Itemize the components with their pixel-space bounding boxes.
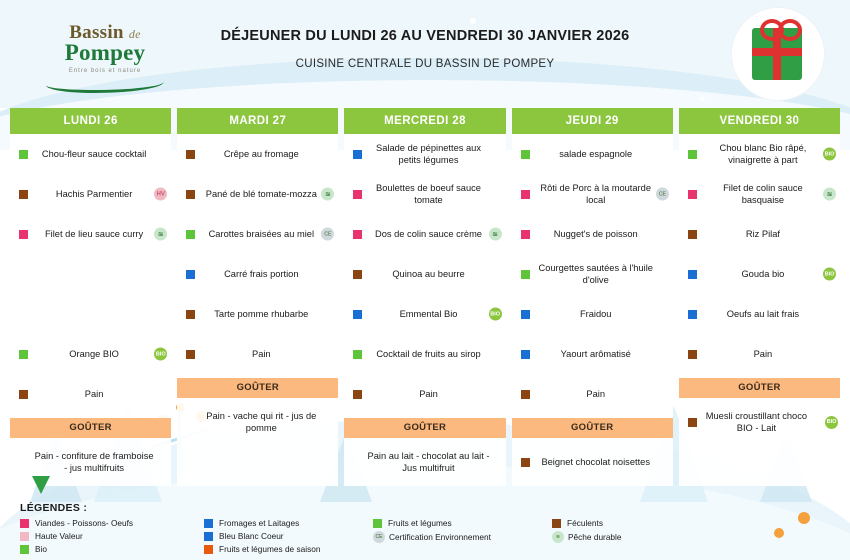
menu-item-label: Chou-fleur sauce cocktail — [41, 149, 147, 159]
legend-item-label: Pêche durable — [568, 532, 622, 542]
menu-item-row — [512, 174, 673, 214]
category-color-square — [521, 230, 530, 239]
menu-items — [10, 134, 171, 414]
menu-item-row — [10, 374, 171, 414]
category-color-square — [186, 270, 195, 279]
menu-item-row — [679, 294, 840, 334]
menu-item-row — [512, 254, 673, 294]
gift-ribbon-horizontal — [752, 48, 802, 56]
menu-column — [177, 108, 338, 486]
category-color-square — [186, 190, 195, 199]
menu-grid — [0, 108, 850, 486]
menu-item-row — [10, 134, 171, 174]
menu-item-row — [679, 174, 840, 214]
menu-item-label: Gouda bio — [741, 269, 785, 279]
menu-item-label: Pain — [252, 349, 271, 359]
legend-column — [373, 518, 548, 554]
menu-column — [10, 108, 171, 486]
logo-word-bassin: Bassin — [69, 22, 124, 43]
menu-item-label: Rôti de Porc à la moutarde local — [540, 183, 651, 205]
menu-item-row — [679, 334, 840, 374]
category-color-square — [521, 190, 530, 199]
category-color-square — [353, 150, 362, 159]
menu-item-row — [177, 294, 338, 334]
menu-item-label: Carré frais portion — [224, 269, 299, 279]
bio-badge-icon: BIO — [154, 348, 167, 361]
category-color-square — [186, 310, 195, 319]
legend-color-square — [373, 519, 382, 528]
menu-item-label: Emmental Bio — [399, 309, 458, 319]
menu-item-label: Pain — [84, 389, 104, 399]
page-header — [0, 0, 850, 108]
category-color-square — [521, 350, 530, 359]
menu-item-row — [177, 334, 338, 374]
menu-item-row — [512, 134, 673, 174]
gouter-item-row — [177, 398, 338, 446]
gouter-item-label: Pain - confiture de framboise - jus multifruits — [34, 451, 154, 473]
menu-item-label: Nugget's de poisson — [553, 229, 638, 239]
menu-item-row — [10, 214, 171, 254]
pd-badge-icon: ≋ — [823, 188, 836, 201]
cert-badge-icon: CE — [656, 188, 669, 201]
legend-item — [552, 531, 712, 543]
menu-item-row — [679, 134, 840, 174]
gouter-item-row — [512, 438, 673, 486]
logo-word-pompey: Pompey — [64, 40, 146, 65]
category-color-square — [19, 270, 28, 279]
menu-item-row — [679, 214, 840, 254]
menu-item-row — [10, 174, 171, 214]
menu-item-label: Orange BIO — [69, 349, 119, 359]
category-color-square — [353, 310, 362, 319]
pd-badge-icon: ≋ — [154, 228, 167, 241]
category-color-square — [353, 390, 362, 399]
category-color-square — [688, 190, 697, 199]
gouter-item-label: Beignet chocolat noisettes — [541, 457, 650, 467]
menu-item-label: Cocktail de fruits au sirop — [376, 349, 481, 359]
logo-tagline: Entre bois et nature — [68, 68, 142, 74]
menu-item-label: Yaourt arômatisé — [560, 349, 631, 359]
day-header: LUNDI 26 — [10, 108, 171, 134]
pd-badge-icon: ≋ — [489, 228, 502, 241]
category-color-square — [353, 350, 362, 359]
menu-item-label: Courgettes sautées à l'huile d'olive — [538, 263, 653, 285]
category-color-square — [19, 310, 28, 319]
day-header: MARDI 27 — [177, 108, 338, 134]
legend-item — [552, 518, 712, 528]
menu-column — [679, 108, 840, 486]
menu-item-label: Pain — [586, 389, 606, 399]
menu-item-label: Hachis Parmentier — [55, 189, 133, 199]
category-color-square — [19, 150, 28, 159]
legend-badge-icon: CE — [373, 531, 385, 543]
gouter-item-row — [679, 398, 840, 446]
menu-item-label: Chou blanc Bio râpé, vinaigrette à part — [719, 143, 807, 165]
menu-item-label: salade espagnole — [559, 149, 633, 159]
menu-item-row — [177, 214, 338, 254]
day-header: VENDREDI 30 — [679, 108, 840, 134]
leaf-icon — [32, 476, 50, 494]
menu-item-row — [10, 254, 171, 294]
legend-column — [20, 518, 200, 554]
menu-item-row — [177, 254, 338, 294]
legend-color-square — [20, 532, 29, 541]
logo-swoosh — [46, 74, 164, 93]
menu-item-row — [344, 174, 505, 214]
gouter-item-row — [344, 438, 505, 486]
gouter-header: GOÛTER — [679, 378, 840, 398]
menu-item-row — [512, 334, 673, 374]
menu-item-row — [177, 134, 338, 174]
menu-item-label: Filet de colin sauce basquaise — [723, 183, 803, 205]
legend-item — [373, 531, 548, 543]
legend-color-square — [20, 545, 29, 554]
category-color-square — [353, 458, 362, 467]
legend-item — [204, 544, 369, 554]
menu-item-row — [344, 254, 505, 294]
category-color-square — [688, 230, 697, 239]
header-titles — [0, 28, 850, 70]
legend-item — [20, 518, 200, 528]
cert-badge-icon: CE — [321, 228, 334, 241]
category-color-square — [521, 270, 530, 279]
day-header: MERCREDI 28 — [344, 108, 505, 134]
bio-badge-icon: BIO — [823, 268, 836, 281]
gouter-header: GOÛTER — [177, 378, 338, 398]
menu-item-row — [10, 334, 171, 374]
legend-item-label: Fruits et légumes — [388, 518, 452, 528]
page-subtitle: CUISINE CENTRALE DU BASSIN DE POMPEY — [295, 58, 555, 70]
legend-title: LÉGENDES : — [20, 502, 88, 514]
menu-item-label: Crêpe au fromage — [223, 149, 299, 159]
menu-item-label: Carottes braisées au miel — [208, 229, 315, 239]
menu-item-label: Pain — [753, 349, 773, 359]
gift-box-icon — [752, 28, 802, 80]
gouter-item-label: Pain au lait - chocolat au lait - Jus multifruit — [367, 451, 490, 473]
category-color-square — [521, 390, 530, 399]
category-color-square — [521, 310, 530, 319]
menu-item-label: Pain — [419, 389, 438, 399]
category-color-square — [186, 230, 195, 239]
legend-item-label: Certification Environnement — [389, 532, 491, 542]
menu-column — [344, 108, 505, 486]
menu-item-row — [512, 214, 673, 254]
day-header: JEUDI 29 — [512, 108, 673, 134]
menu-item-label: Oeufs au lait frais — [726, 309, 800, 319]
legend-item-label: Bio — [35, 544, 47, 554]
legend-item — [20, 531, 200, 541]
menu-item-row — [344, 134, 505, 174]
menu-column — [512, 108, 673, 486]
legend-columns — [10, 518, 840, 554]
bio-badge-icon: BIO — [823, 148, 836, 161]
menu-item-row — [344, 214, 505, 254]
legend-color-square — [552, 519, 561, 528]
category-color-square — [19, 190, 28, 199]
menu-items — [344, 134, 505, 414]
category-color-square — [19, 458, 28, 467]
gift-bow-right — [778, 19, 802, 41]
hv-badge-icon: HV — [154, 188, 167, 201]
menu-item-label: Boulettes de boeuf sauce tomate — [376, 183, 481, 205]
legend-color-square — [20, 519, 29, 528]
menu-items — [679, 134, 840, 374]
legend-color-square — [204, 545, 213, 554]
category-color-square — [19, 230, 28, 239]
category-color-square — [688, 310, 697, 319]
category-color-square — [688, 270, 697, 279]
bio-badge-icon: BIO — [489, 308, 502, 321]
category-color-square — [19, 350, 28, 359]
legend-column — [552, 518, 712, 554]
menu-items — [512, 134, 673, 414]
category-color-square — [521, 458, 530, 467]
category-color-square — [353, 230, 362, 239]
legend-item-label: Fruits et légumes de saison — [219, 544, 321, 554]
category-color-square — [688, 350, 697, 359]
legend-item-label: Viandes - Poissons- Oeufs — [35, 518, 134, 528]
menu-items — [177, 134, 338, 374]
legend-item-label: Haute Valeur — [35, 531, 83, 541]
gouter-item-label: Pain - vache qui rit - jus de pomme — [206, 411, 317, 433]
menu-item-row — [344, 374, 505, 414]
logo-word-de: de — [128, 27, 141, 41]
gouter-header: GOÛTER — [10, 418, 171, 438]
legend-column — [204, 518, 369, 554]
bio-badge-icon: BIO — [825, 416, 838, 429]
category-color-square — [353, 190, 362, 199]
page-title: DÉJEUNER DU LUNDI 26 AU VENDREDI 30 JANVIER 2026 — [220, 28, 630, 44]
menu-item-row — [10, 294, 171, 334]
legend-color-square — [204, 532, 213, 541]
menu-item-row — [177, 174, 338, 214]
legend-color-square — [204, 519, 213, 528]
gouter-header: GOÛTER — [512, 418, 673, 438]
legend-item — [204, 531, 369, 541]
menu-item-label: Riz Pilaf — [745, 229, 780, 239]
menu-item-label: Tarte pomme rhubarbe — [214, 309, 309, 319]
legend-item-label: Bleu Blanc Coeur — [219, 531, 284, 541]
category-color-square — [353, 270, 362, 279]
category-color-square — [19, 390, 28, 399]
category-color-square — [688, 418, 697, 427]
menu-item-label: Dos de colin sauce crème — [375, 229, 482, 239]
legend-badge-icon: ≋ — [552, 531, 564, 543]
category-color-square — [688, 150, 697, 159]
menu-item-row — [512, 374, 673, 414]
menu-item-label: Pané de blé tomate-mozza — [205, 189, 317, 199]
category-color-square — [521, 150, 530, 159]
menu-item-label: Salade de pépinettes aux petits légumes — [376, 143, 481, 165]
menu-item-row — [679, 254, 840, 294]
menu-item-row — [344, 334, 505, 374]
legend-item — [20, 544, 200, 554]
legend-item-label: Fromages et Laitages — [219, 518, 300, 528]
legend — [10, 502, 840, 554]
pd-badge-icon: ≋ — [321, 188, 334, 201]
menu-item-row — [512, 294, 673, 334]
legend-item — [204, 518, 369, 528]
legend-item — [373, 518, 548, 528]
category-color-square — [186, 350, 195, 359]
menu-item-row — [344, 294, 505, 334]
menu-item-label: Filet de lieu sauce curry — [45, 229, 144, 239]
category-color-square — [186, 418, 195, 427]
gouter-item-label: Muesli croustillant choco BIO - Lait — [705, 411, 808, 433]
menu-item-label: Quinoa au beurre — [392, 269, 465, 279]
category-color-square — [186, 150, 195, 159]
gouter-header: GOÛTER — [344, 418, 505, 438]
legend-item-label: Féculents — [567, 518, 603, 528]
menu-item-label: Fraidou — [579, 309, 612, 319]
